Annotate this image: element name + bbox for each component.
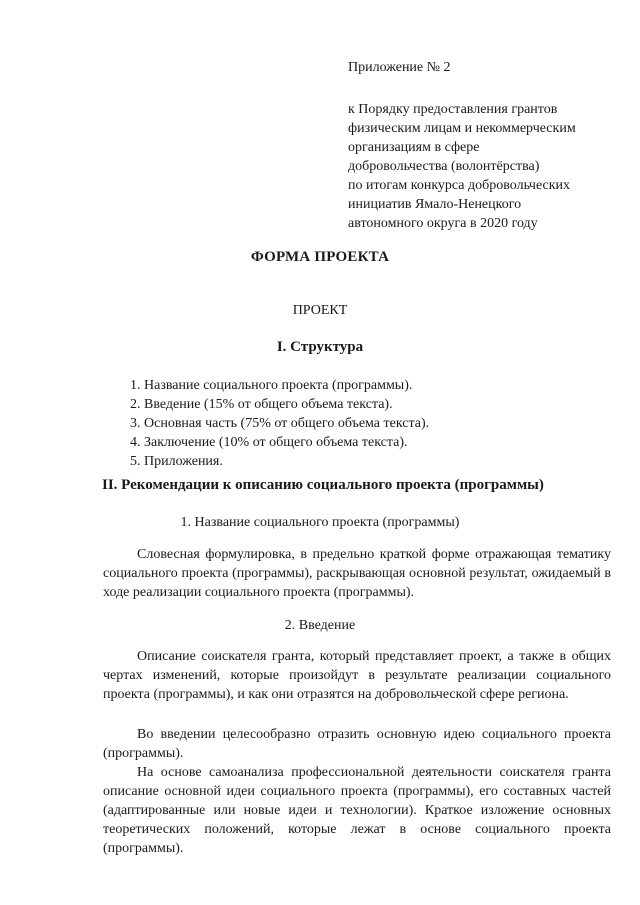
appendix-line: автономного округа в 2020 году	[348, 216, 538, 231]
project-label: ПРОЕКТ	[292, 303, 348, 318]
appendix-line: физическим лицам и некоммерческим	[348, 121, 576, 136]
list-item: 3. Основная часть (75% от общего объема текста).	[130, 416, 430, 431]
appendix-number: Приложение № 2	[348, 60, 451, 75]
appendix-line: добровольчества (волонтёрства)	[348, 159, 540, 174]
appendix-line: к Порядку предоставления грантов	[348, 102, 558, 117]
appendix-line: по итогам конкурса добровольческих	[348, 178, 571, 193]
paragraph: На основе самоанализа профессиональной деятельности соискателя гранта описание основной идеи социального проекта (программы), его составных частей (адаптированные или новые идеи и технологии). Краткое изложение основных теоретических положений, которые лежат в основе социального проекта (программы).	[103, 765, 611, 856]
appendix-block	[348, 58, 618, 233]
paragraph: Во введении целесообразно отразить основную идею социального проекта (программы).	[103, 727, 611, 761]
appendix-line: организациям в сфере	[348, 140, 480, 155]
list-item: 1. Название социального проекта (программы).	[130, 378, 413, 393]
list-item: 2. Введение (15% от общего объема текста).	[130, 397, 393, 412]
appendix-line: инициатив Ямало-Ненецкого	[348, 197, 522, 212]
structure-list	[130, 376, 429, 471]
list-item: 4. Заключение (10% от общего объема текста).	[130, 435, 408, 450]
subsection-1-heading: 1. Название социального проекта (программы)	[180, 515, 460, 530]
section-1-heading: I. Структура	[276, 339, 364, 355]
section-2-heading: II. Рекомендации к описанию социального проекта (программы)	[102, 477, 544, 493]
paragraph: Словесная формулировка, в предельно краткой форме отражающая тематику социального проекта (программы), раскрывающая основной результат, ожидаемый в ходе реализации социального проекта (программы).	[103, 547, 611, 600]
list-item: 5. Приложения.	[130, 454, 223, 469]
subsection-2-heading: 2. Введение	[284, 618, 356, 633]
paragraph: Описание соискателя гранта, который представляет проект, а также в общих чертах изменений, которые произойдут в результате реализации социального проекта (программы), и как они отразятся на добровольческой сфере региона.	[103, 649, 611, 702]
form-title: ФОРМА ПРОЕКТА	[250, 249, 390, 265]
